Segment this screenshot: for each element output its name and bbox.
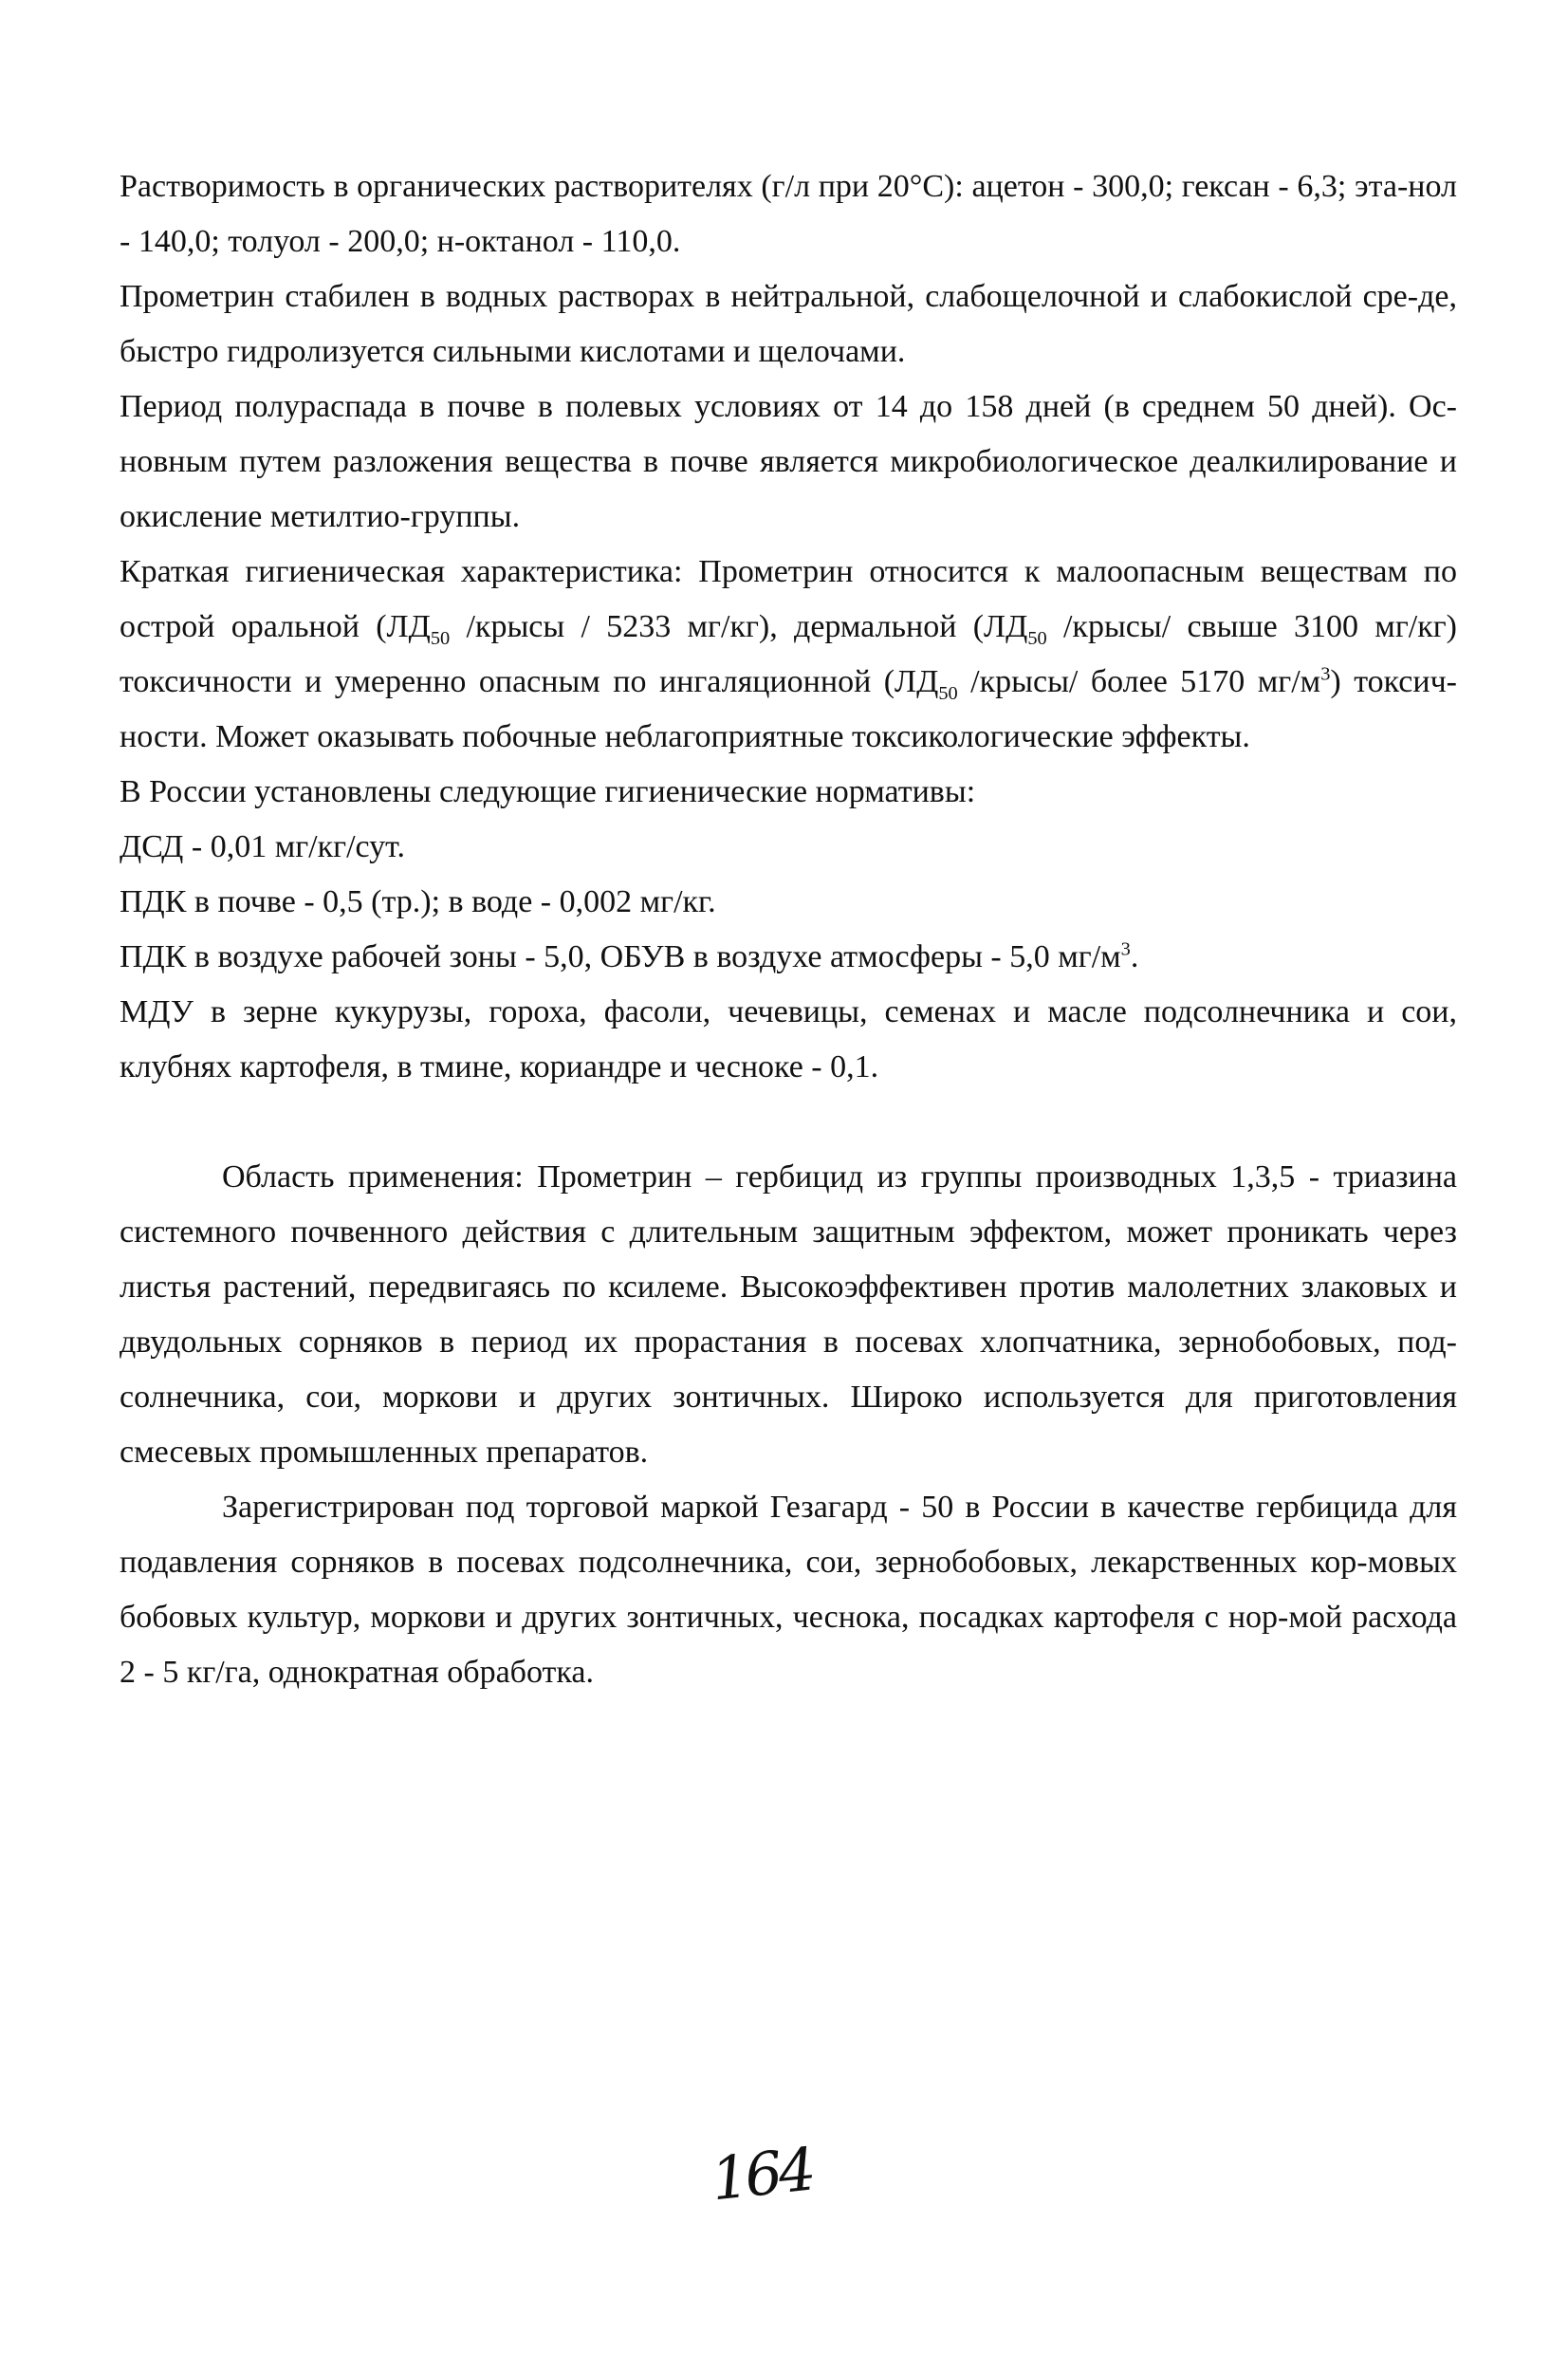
hygiene-text-5: ) токсич-ности. Может оказывать побочные неблагоприятные токсикологические эффекты. — [120, 664, 1457, 754]
air-mac-line — [120, 930, 1457, 985]
soil-water-mac-line: ПДК в почве - 0,5 (тр.); в воде - 0,002 мг/кг. — [120, 884, 716, 919]
solubility-paragraph: Растворимость в органических растворителях (г/л при 20°С): ацетон - 300,0; гексан - 6,3; эта-нол - 140,0; толуол - 200,0; н-октанол - 110,0. — [120, 169, 1457, 259]
mrl-paragraph: МДУ в зерне кукурузы, гороха, фасоли, чечевицы, семенах и масле подсолнечника и сои, клубнях картофеля, в тмине, кориандре и чесноке - 0,1. — [120, 994, 1457, 1084]
dsd-line: ДСД - 0,01 мг/кг/сут. — [120, 829, 405, 864]
hygiene-text-2: /крысы / 5233 мг/кг), дермальной (ЛД — [450, 609, 1028, 644]
application-area-paragraph: Область применения: Прометрин – гербицид из группы производных 1,3,5 - триазина системного почвенного действия с длительным защитным эффектом, может проникать через листья растений, передвигаясь по ксилеме. Высокоэффективен против малолетних злаковых и двудольных сорняков в период их прорастания в посевах хлопчатника, зернобобовых, под-солнечника, сои, моркови и других зонтичных. Широко используется для приготовления смесевых промышленных препаратов. — [120, 1159, 1457, 1470]
handwritten-page-number: 164 — [708, 2134, 816, 2214]
stability-paragraph: Прометрин стабилен в водных растворах в нейтральной, слабощелочной и слабокислой сре-де, быстро гидролизуется сильными кислотами и щелочами. — [120, 279, 1457, 369]
ld50-subscript-1: 50 — [430, 627, 451, 649]
hygiene-text-3: /крысы/ свыше 3100 мг/кг) токсичности и умеренно опасным по ингаляционной (ЛД — [120, 609, 1457, 699]
cubic-superscript-2: 3 — [1120, 938, 1131, 960]
half-life-paragraph: Период полураспада в почве в полевых условиях от 14 до 158 дней (в среднем 50 дней). Ос-новным путем разложения вещества в почве является микробиологическое деалкилирование и окисление метилтио-группы. — [120, 389, 1457, 534]
air-mac-end: . — [1130, 939, 1139, 974]
standards-intro-line: В России установлены следующие гигиенические нормативы: — [120, 774, 976, 809]
cubic-superscript-1: 3 — [1320, 663, 1331, 685]
air-mac-text: ПДК в воздухе рабочей зоны - 5,0, ОБУВ в воздухе атмосферы - 5,0 мг/м — [120, 939, 1121, 974]
document-body — [120, 159, 1457, 1700]
registration-paragraph: Зарегистрирован под торговой маркой Гезагард - 50 в России в качестве гербицида для подавления сорняков в посевах подсолнечника, сои, зернобобовых, лекарственных кор-мовых бобовых культур, моркови и других зонтичных, чеснока, посадках картофеля с нор-мой расхода 2 - 5 кг/га, однократная обработка. — [120, 1490, 1457, 1690]
hygiene-characteristics-paragraph — [120, 545, 1457, 765]
ld50-subscript-3: 50 — [938, 682, 958, 704]
ld50-subscript-2: 50 — [1027, 627, 1047, 649]
hygiene-text-1: Краткая гигиеническая характеристика: Прометрин относится к малоопасным веществам по острой оральной (ЛД — [120, 554, 1457, 644]
hygiene-text-4: /крысы/ более 5170 мг/м — [957, 664, 1321, 699]
